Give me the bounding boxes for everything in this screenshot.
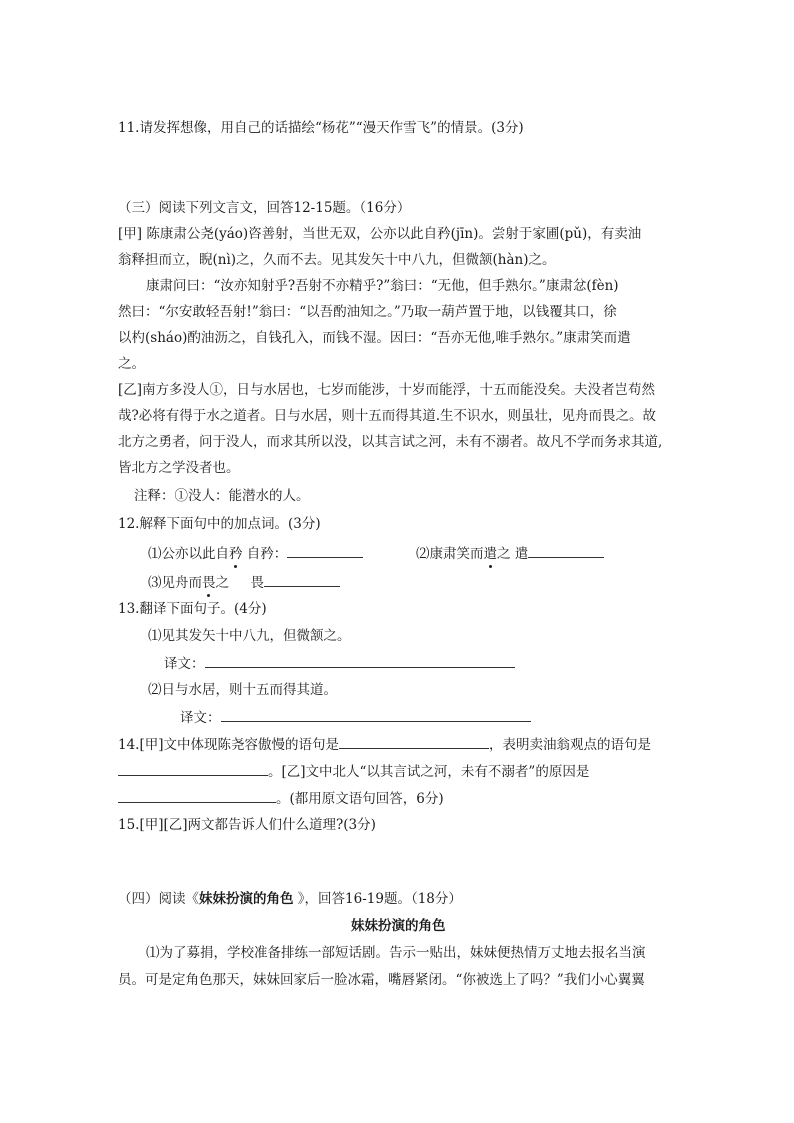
q12-a-label: 自矜： (246, 546, 288, 562)
q12-b-text-post: 之 (497, 546, 511, 562)
question-14-line-2 (118, 761, 589, 782)
translation-2-answer-blank[interactable] (221, 707, 531, 722)
story-title: 妹妹扮演的角色 (351, 918, 446, 934)
q14-part-1: 14.[甲]文中体现陈尧容傲慢的语句是 (118, 737, 340, 753)
q12-c-label: 畏 (250, 575, 264, 591)
question-11: 11.请发挥想像，用自己的话描绘“杨花”“漫天作雪飞”的情景。(3分) (118, 120, 524, 136)
passage-jia-line-5: 以杓(sháo)酌油沥之，自钱孔入，而钱不湿。因曰：“吾亦无他,唯手熟尔。”康肃笑而遣 (118, 330, 631, 346)
q14-answer-blank-3[interactable] (118, 788, 276, 803)
passage-jia-line-2: 翁释担而立，睨(nì)之，久而不去。见其发矢十中八九，但微颔(hàn)之。 (118, 252, 556, 268)
q12-a-text: ⑴公亦以此自 (148, 546, 229, 562)
q14-answer-blank-1[interactable] (339, 734, 489, 749)
q12-c-answer-blank[interactable] (264, 572, 340, 587)
translation-1-answer-blank[interactable] (205, 653, 515, 668)
question-12-title: 12.解释下面句中的加点词。(3分) (118, 516, 321, 532)
q12-b-answer-blank[interactable] (528, 543, 604, 558)
section-4-heading (118, 889, 462, 909)
passage-jia-line-1: [甲] 陈康肃公尧(yáo)咨善射，当世无双，公亦以此自矜(jīn)。尝射于家圃(pǔ)，有卖油 (118, 226, 642, 242)
question-13-sentence-1: ⑴见其发矢十中八九，但微颔之。 (148, 628, 351, 644)
q12-b-dotted-word: 遣 (483, 546, 497, 562)
sec4-pre: （四）阅读《 (118, 891, 199, 907)
q12-b-text: ⑵康肃笑而 (416, 546, 484, 562)
question-15: 15.[甲][乙]两文都告诉人们什么道理?(3分) (118, 817, 376, 833)
passage-yi-line-2: 哉?必将有得于水之道者。日与水居，则十五而得其道.生不识水，则虽壮，见舟而畏之。故 (118, 408, 657, 424)
question-13-translation-2 (180, 707, 531, 728)
passage-jia-line-3: 康肃问曰：“汝亦知射乎?吾射不亦精乎?”翁曰：“无他，但手熟尔。”康肃忿(fèn) (146, 278, 619, 294)
question-14-line-1 (118, 734, 651, 755)
q12-c-dotted-word: 畏 (202, 575, 216, 591)
q12-c-text: ⑶见舟而 (148, 575, 202, 591)
passage-yi-line-3: 北方之勇者，问于没人，而求其所以没，以其言试之河，未有不溺者。故凡不学而务求其道, (118, 434, 663, 450)
passage-jia-line-6: 之。 (118, 356, 145, 372)
question-13-translation-1 (164, 653, 515, 674)
translation-2-label: 译文： (180, 710, 221, 726)
passage-yi-line-4: 皆北方之学没者也。 (118, 460, 240, 476)
question-12-item-b (416, 543, 604, 564)
q14-part-3: 。[乙]文中北人“以其言试之河，未有不溺者”的原因是 (268, 764, 590, 780)
question-12-item-a (148, 543, 363, 564)
question-12-item-c (148, 572, 340, 593)
q12-c-text-post: 之 (215, 575, 229, 591)
question-13-sentence-2: ⑵日与水居，则十五而得其道。 (148, 682, 337, 698)
passage-jia-line-4: 然曰：“尔安敢轻吾射!”翁曰：“以吾酌油知之。”乃取一葫芦置于地，以钱覆其口，徐 (118, 304, 617, 320)
passage-yi-line-1: [乙]南方多没人①，日与水居也，七岁而能涉，十岁而能浮，十五而能没矣。夫没者岂苟然 (118, 382, 656, 398)
q12-b-label: 遣 (514, 546, 529, 562)
question-13-title: 13.翻译下面句子。(4分) (118, 601, 267, 617)
q14-part-2: ，表明卖油翁观点的语句是 (489, 737, 652, 753)
q14-answer-blank-2[interactable] (118, 761, 268, 776)
story-paragraph-1-line-1: ⑴为了募捐，学校准备排练一部短话剧。告示一贴出，妹妹便热情万丈地去报名当演 (146, 945, 646, 961)
q12-a-dotted-word: 矜 (229, 546, 243, 562)
q14-part-4: 。(都用原文语句回答，6分) (276, 791, 444, 807)
translation-1-label: 译文： (164, 656, 205, 672)
sec4-title: 妹妹扮演的角色 (199, 891, 294, 907)
annotation-note: 注释：①没人：能潜水的人。 (134, 488, 310, 504)
section-3-heading: （三）阅读下列文言文，回答12-15题。（16分） (118, 200, 411, 216)
question-14-line-3 (118, 788, 444, 809)
sec4-post: 》，回答16-19题。（18分） (293, 891, 462, 907)
story-paragraph-1-line-2: 员。可是定角色那天，妹妹回家后一脸冰霜，嘴唇紧闭。“你被选上了吗？”我们小心翼翼 (118, 972, 645, 988)
q12-a-answer-blank[interactable] (287, 543, 363, 558)
